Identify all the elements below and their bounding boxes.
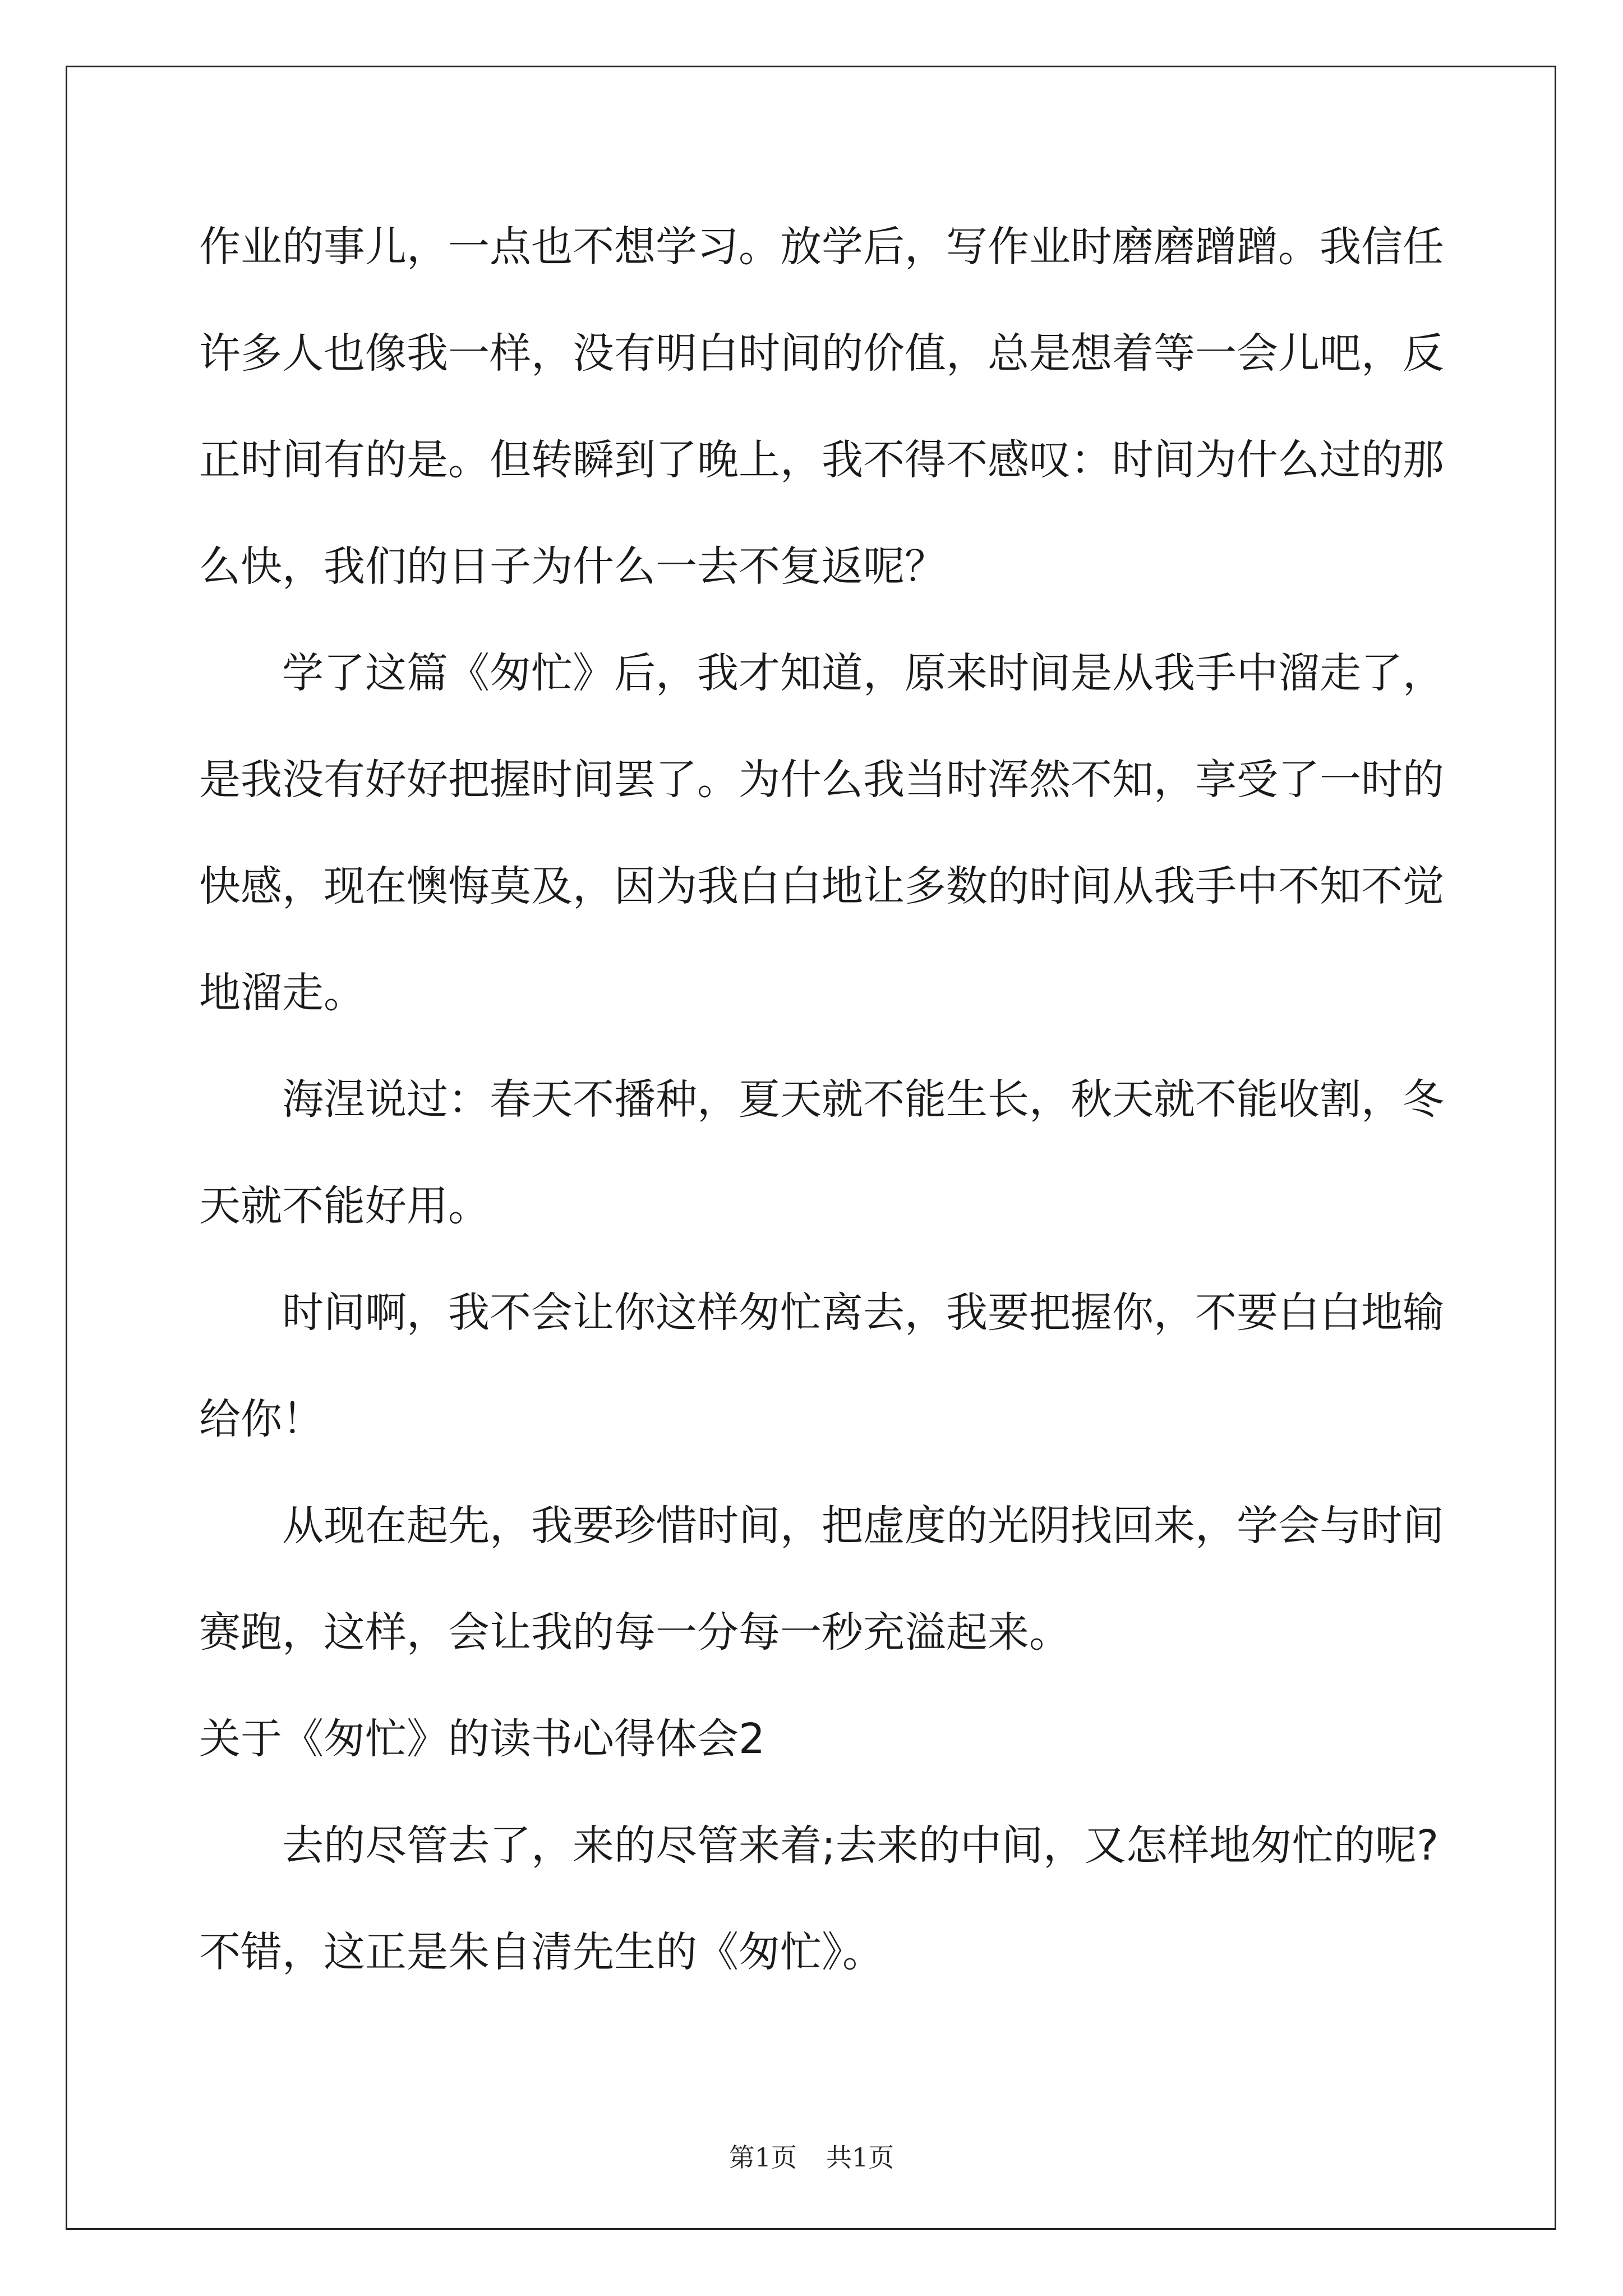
text-line-8: 地溜走。 <box>199 969 365 1017</box>
text-line-10: 天就不能好用。 <box>199 1182 490 1230</box>
text-line-6: 是我没有好好把握时间罢了。为什么我当时浑然不知，享受了一时的 <box>199 756 1444 804</box>
section-heading: 关于《匆忙》的读书心得体会2 <box>199 1715 766 1763</box>
page-border <box>66 66 1556 2230</box>
text-line-4: 么快，我们的日子为什么一去不复返呢？ <box>199 542 946 591</box>
text-line-3: 正时间有的是。但转瞬到了晚上，我不得不感叹：时间为什么过的那 <box>199 436 1444 484</box>
text-line-12: 给你！ <box>199 1395 324 1443</box>
text-line-2: 许多人也像我一样，没有明白时间的价值，总是想着等一会儿吧，反 <box>199 329 1444 378</box>
text-line-14: 赛跑，这样，会让我的每一分每一秒充溢起来。 <box>199 1608 1071 1657</box>
text-line-11: 时间啊，我不会让你这样匆忙离去，我要把握你，不要白白地输 <box>282 1289 1444 1337</box>
text-line-9: 海涅说过：春天不播种，夏天就不能生长，秋天就不能收割，冬 <box>282 1075 1444 1124</box>
text-line-1: 作业的事儿，一点也不想学习。放学后，写作业时磨磨蹭蹭。我信任 <box>199 223 1444 271</box>
text-line-17: 不错，这正是朱自清先生的《匆忙》。 <box>199 1928 884 1976</box>
page-number: 第1页 <box>728 2142 797 2173</box>
page-footer <box>0 2137 1623 2174</box>
text-line-7: 快感，现在懊悔莫及，因为我白白地让多数的时间从我手中不知不觉 <box>199 862 1444 910</box>
text-line-16: 去的尽管去了，来的尽管来着;去来的中间，又怎样地匆忙的呢? <box>282 1821 1439 1870</box>
text-line-5: 学了这篇《匆忙》后，我才知道，原来时间是从我手中溜走了， <box>282 649 1444 697</box>
page-total: 共1页 <box>826 2142 895 2173</box>
text-line-13: 从现在起先，我要珍惜时间，把虚度的光阴找回来，学会与时间 <box>282 1502 1444 1550</box>
